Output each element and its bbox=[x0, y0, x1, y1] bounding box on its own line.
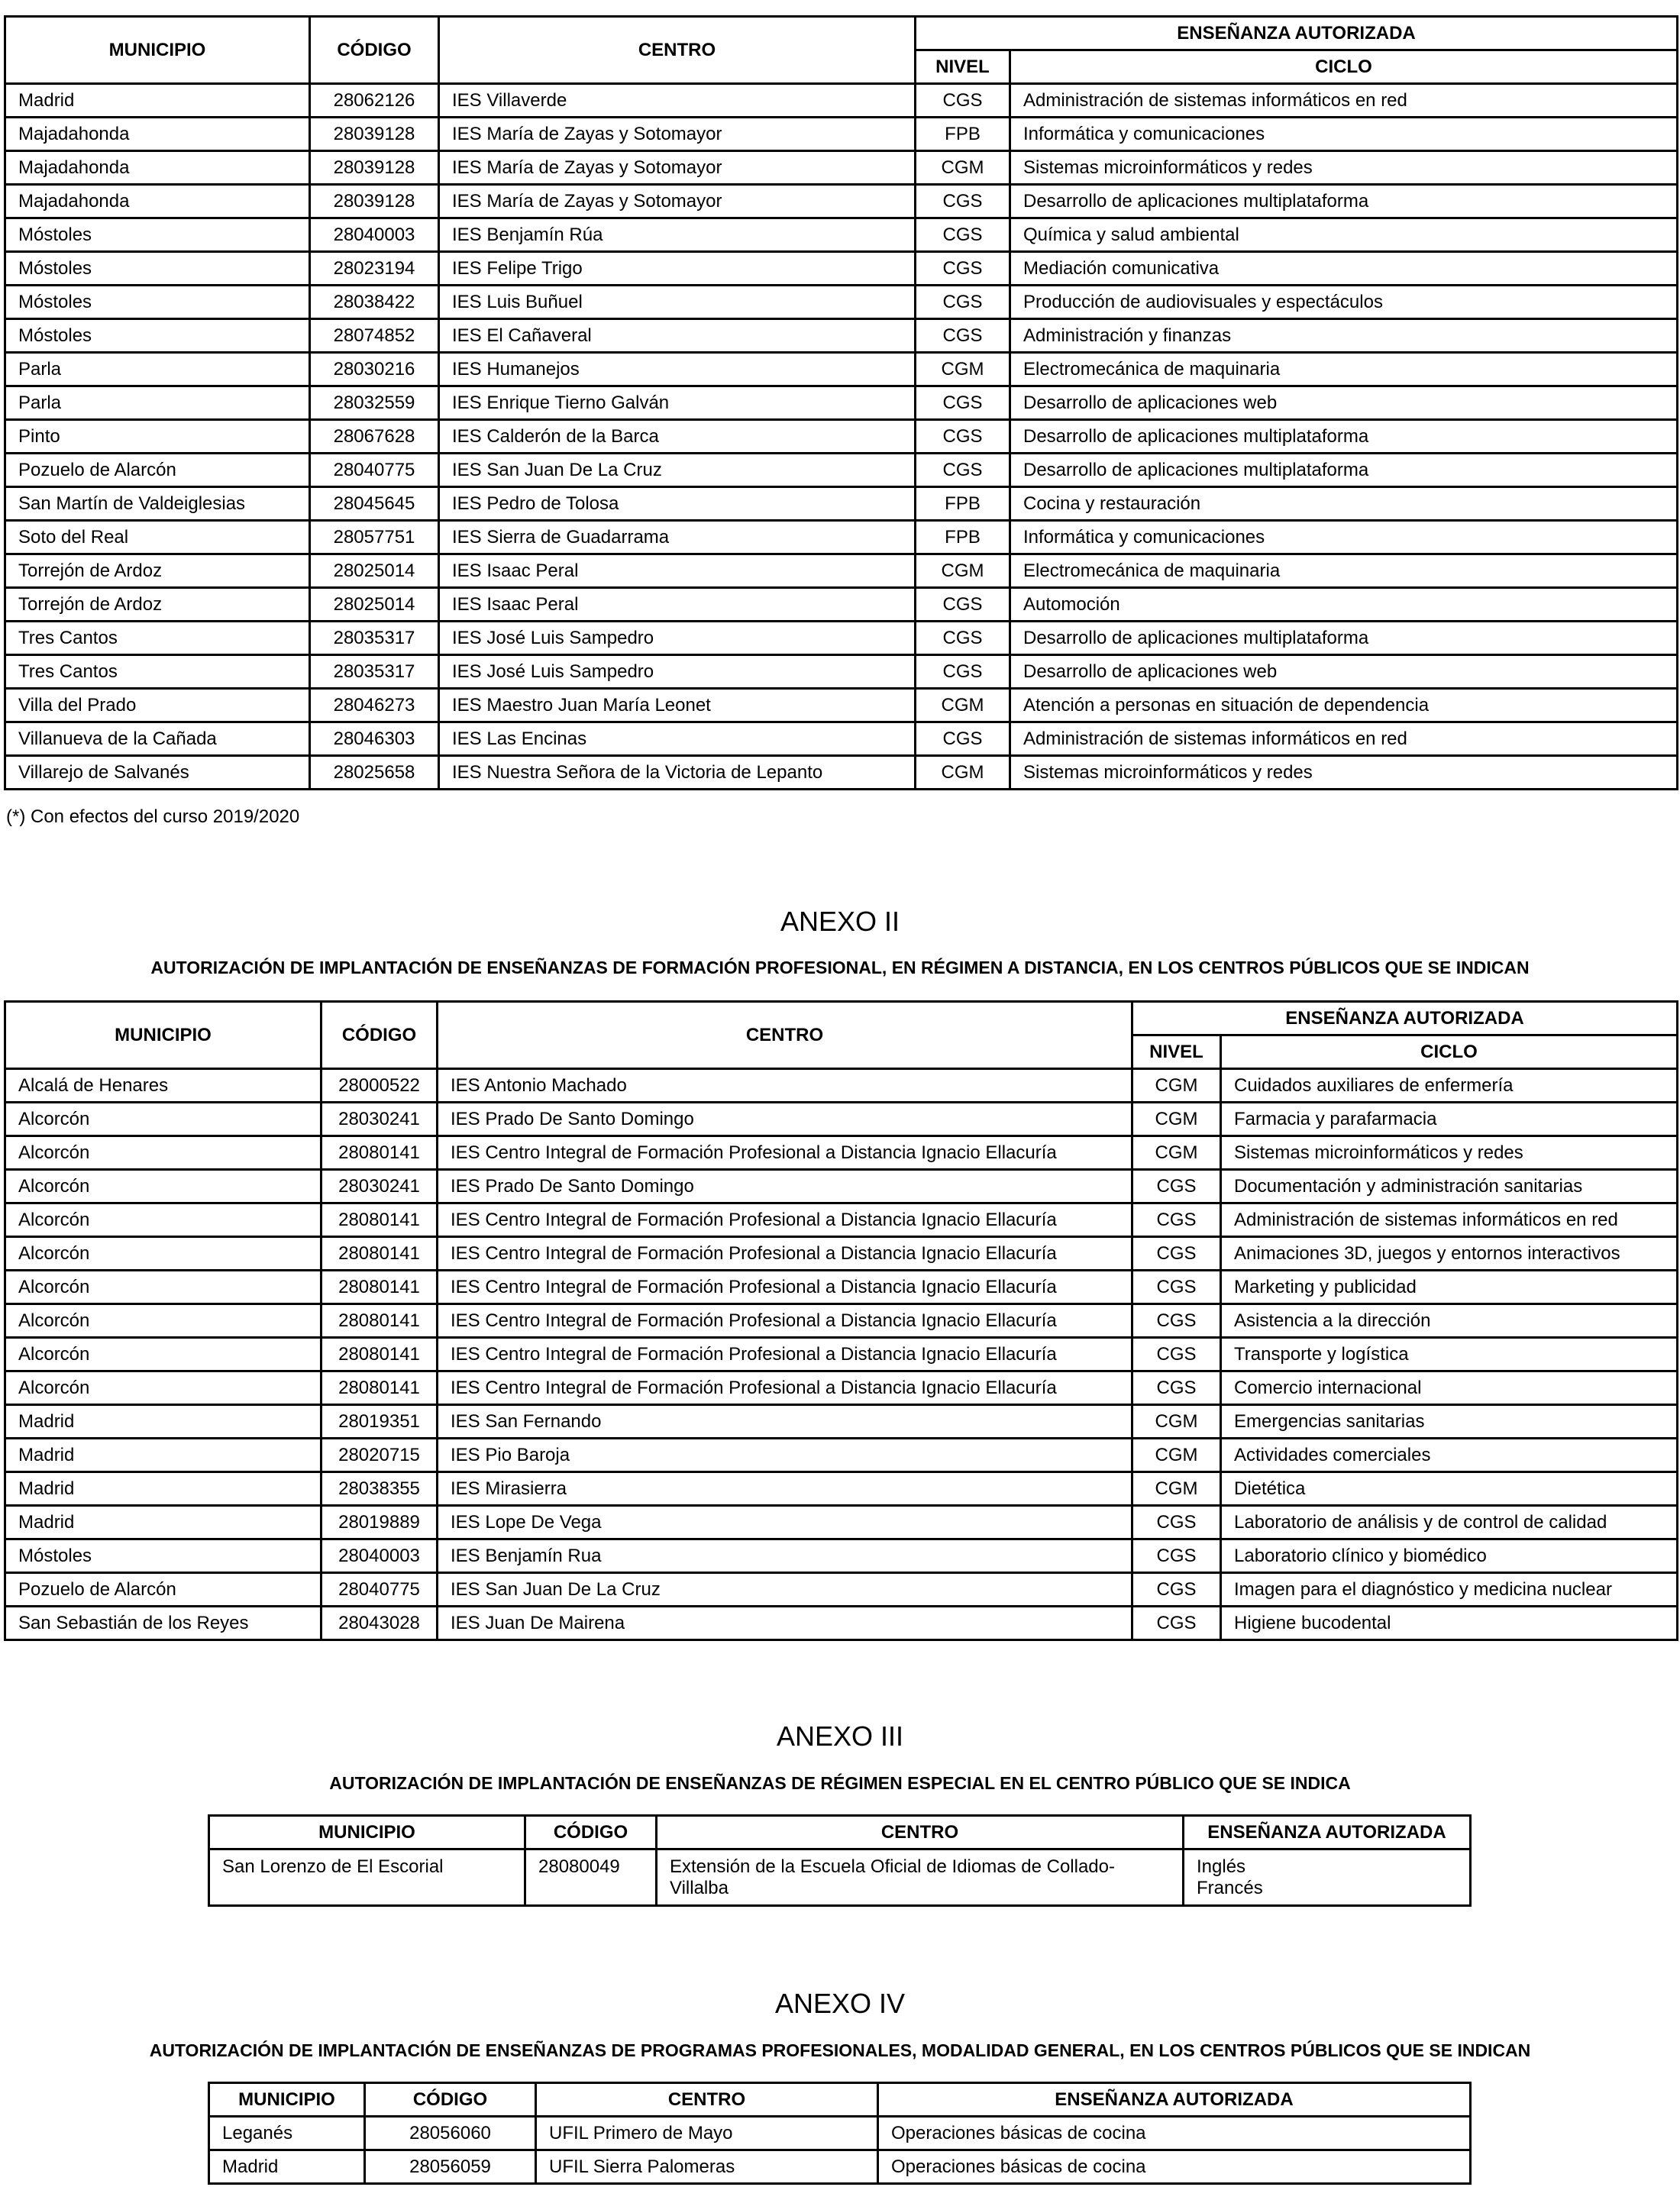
header-codigo: CÓDIGO bbox=[365, 2083, 536, 2117]
cell-nivel: CGS bbox=[916, 218, 1010, 252]
table-row bbox=[5, 588, 1678, 622]
cell-nivel: CGS bbox=[916, 386, 1010, 420]
header-codigo: CÓDIGO bbox=[310, 17, 439, 84]
cell-municipio: Alcorcón bbox=[5, 1271, 321, 1304]
cell-codigo: 28080141 bbox=[321, 1371, 438, 1405]
cell-codigo: 28080141 bbox=[321, 1203, 438, 1237]
cell-nivel: CGM bbox=[916, 554, 1010, 588]
table-row bbox=[5, 1472, 1678, 1506]
cell-centro: IES Benjamín Rua bbox=[438, 1539, 1132, 1573]
cell-nivel: CGS bbox=[916, 319, 1010, 353]
ensenanza-ingles: Inglés bbox=[1197, 1856, 1246, 1877]
cell-codigo: 28000522 bbox=[321, 1069, 438, 1103]
table-row bbox=[5, 1237, 1678, 1271]
cell-ciclo: Automoción bbox=[1010, 588, 1678, 622]
cell-municipio: Móstoles bbox=[5, 252, 310, 286]
cell-nivel: CGS bbox=[1132, 1338, 1221, 1371]
cell-municipio: Soto del Real bbox=[5, 521, 310, 554]
cell-municipio: Pozuelo de Alarcón bbox=[5, 1573, 321, 1607]
cell-centro: IES Benjamín Rúa bbox=[439, 218, 916, 252]
table-row bbox=[5, 286, 1678, 319]
cell-ciclo: Farmacia y parafarmacia bbox=[1221, 1103, 1678, 1136]
cell-centro: IES José Luis Sampedro bbox=[439, 622, 916, 655]
header-ensenanza-autorizada: ENSEÑANZA AUTORIZADA bbox=[1132, 1002, 1678, 1035]
anexo4-title: ANEXO IV bbox=[774, 1988, 906, 2019]
cell-nivel: CGS bbox=[916, 286, 1010, 319]
cell-municipio: Alcorcón bbox=[5, 1203, 321, 1237]
cell-centro: IES Humanejos bbox=[439, 353, 916, 386]
cell-codigo: 28040003 bbox=[310, 218, 439, 252]
cell-ciclo: Marketing y publicidad bbox=[1221, 1271, 1678, 1304]
header-ciclo: CICLO bbox=[1221, 1035, 1678, 1069]
cell-nivel: CGM bbox=[916, 151, 1010, 185]
cell-ciclo: Mediación comunicativa bbox=[1010, 252, 1678, 286]
table-row bbox=[5, 420, 1678, 454]
cell-ciclo: Electromecánica de maquinaria bbox=[1010, 554, 1678, 588]
anexo3-title: ANEXO III bbox=[776, 1720, 904, 1752]
cell-centro: IES Centro Integral de Formación Profesional a Distancia Ignacio Ellacuría bbox=[438, 1203, 1132, 1237]
cell-nivel: CGM bbox=[916, 353, 1010, 386]
cell-nivel: FPB bbox=[916, 118, 1010, 151]
cell-nivel: CGS bbox=[1132, 1607, 1221, 1640]
cell-municipio: Alcorcón bbox=[5, 1103, 321, 1136]
cell-nivel: CGS bbox=[916, 588, 1010, 622]
cell-codigo: 28067628 bbox=[310, 420, 439, 454]
cell-codigo: 28030216 bbox=[310, 353, 439, 386]
cell-nivel: CGS bbox=[1132, 1271, 1221, 1304]
table-row bbox=[5, 521, 1678, 554]
cell-codigo: 28020715 bbox=[321, 1439, 438, 1472]
cell-codigo: 28056059 bbox=[365, 2150, 536, 2184]
table-row bbox=[5, 151, 1678, 185]
cell-nivel: CGM bbox=[916, 689, 1010, 722]
cell-ciclo: Dietética bbox=[1221, 1472, 1678, 1506]
cell-municipio: Leganés bbox=[209, 2117, 365, 2150]
cell-codigo: 28023194 bbox=[310, 252, 439, 286]
cell-nivel: CGM bbox=[1132, 1405, 1221, 1439]
header-ciclo: CICLO bbox=[1010, 50, 1678, 84]
cell-centro: IES Felipe Trigo bbox=[439, 252, 916, 286]
cell-municipio: Villarejo de Salvanés bbox=[5, 756, 310, 790]
cell-ciclo: Atención a personas en situación de dependencia bbox=[1010, 689, 1678, 722]
table-anexo3 bbox=[208, 1814, 1472, 1907]
cell-nivel: CGS bbox=[1132, 1539, 1221, 1573]
cell-codigo: 28025014 bbox=[310, 554, 439, 588]
cell-centro: IES Sierra de Guadarrama bbox=[439, 521, 916, 554]
cell-municipio: Alcorcón bbox=[5, 1136, 321, 1170]
cell-municipio: Alcorcón bbox=[5, 1371, 321, 1405]
cell-nivel: CGS bbox=[1132, 1203, 1221, 1237]
table-row bbox=[5, 1506, 1678, 1539]
cell-municipio: Alcorcón bbox=[5, 1237, 321, 1271]
cell-ensenanza: Operaciones básicas de cocina bbox=[878, 2117, 1471, 2150]
cell-codigo: 28019889 bbox=[321, 1506, 438, 1539]
table-row bbox=[5, 1203, 1678, 1237]
header-centro: CENTRO bbox=[536, 2083, 878, 2117]
cell-codigo: 28038422 bbox=[310, 286, 439, 319]
cell-nivel: CGS bbox=[1132, 1371, 1221, 1405]
header-ensenanza-autorizada: ENSEÑANZA AUTORIZADA bbox=[878, 2083, 1471, 2117]
cell-ciclo: Informática y comunicaciones bbox=[1010, 521, 1678, 554]
table-row bbox=[5, 84, 1678, 118]
cell-nivel: CGS bbox=[916, 185, 1010, 218]
cell-codigo: 28030241 bbox=[321, 1103, 438, 1136]
cell-centro: IES Maestro Juan María Leonet bbox=[439, 689, 916, 722]
cell-municipio: Madrid bbox=[5, 1472, 321, 1506]
cell-codigo: 28062126 bbox=[310, 84, 439, 118]
cell-nivel: CGS bbox=[916, 722, 1010, 756]
table-row bbox=[5, 554, 1678, 588]
cell-codigo: 28039128 bbox=[310, 185, 439, 218]
cell-ciclo: Cocina y restauración bbox=[1010, 487, 1678, 521]
cell-ciclo: Desarrollo de aplicaciones multiplataforma bbox=[1010, 185, 1678, 218]
header-ensenanza-autorizada: ENSEÑANZA AUTORIZADA bbox=[1184, 1816, 1471, 1849]
cell-ciclo: Sistemas microinformáticos y redes bbox=[1221, 1136, 1678, 1170]
cell-centro: UFIL Sierra Palomeras bbox=[536, 2150, 878, 2184]
anexo4-subtitle: AUTORIZACIÓN DE IMPLANTACIÓN DE ENSEÑANZAS DE PROGRAMAS PROFESIONALES, MODALIDAD GENERAL, EN LOS CENTROS PÚBLICOS QUE SE INDICAN bbox=[149, 2040, 1531, 2060]
cell-ciclo: Informática y comunicaciones bbox=[1010, 118, 1678, 151]
cell-centro: Extensión de la Escuela Oficial de Idiomas de Collado-Villalba bbox=[657, 1849, 1184, 1906]
table-row bbox=[5, 218, 1678, 252]
cell-ciclo: Animaciones 3D, juegos y entornos interactivos bbox=[1221, 1237, 1678, 1271]
table-row bbox=[5, 722, 1678, 756]
table-row bbox=[5, 319, 1678, 353]
cell-nivel: FPB bbox=[916, 487, 1010, 521]
table-row bbox=[5, 1539, 1678, 1573]
table-row bbox=[5, 454, 1678, 487]
table-row bbox=[5, 1103, 1678, 1136]
cell-centro: IES Pio Baroja bbox=[438, 1439, 1132, 1472]
cell-centro: IES San Juan De La Cruz bbox=[438, 1573, 1132, 1607]
cell-centro: IES Enrique Tierno Galván bbox=[439, 386, 916, 420]
cell-codigo: 28038355 bbox=[321, 1472, 438, 1506]
cell-ciclo: Higiene bucodental bbox=[1221, 1607, 1678, 1640]
table-row bbox=[5, 622, 1678, 655]
table-row bbox=[5, 1304, 1678, 1338]
cell-codigo: 28025658 bbox=[310, 756, 439, 790]
cell-codigo: 28056060 bbox=[365, 2117, 536, 2150]
table-row bbox=[5, 118, 1678, 151]
cell-nivel: CGS bbox=[916, 655, 1010, 689]
table-row bbox=[5, 1439, 1678, 1472]
cell-ensenanza bbox=[1184, 1849, 1471, 1906]
cell-ciclo: Desarrollo de aplicaciones multiplataforma bbox=[1010, 420, 1678, 454]
header-centro: CENTRO bbox=[439, 17, 916, 84]
cell-codigo: 28080141 bbox=[321, 1304, 438, 1338]
cell-centro: UFIL Primero de Mayo bbox=[536, 2117, 878, 2150]
cell-ciclo: Química y salud ambiental bbox=[1010, 218, 1678, 252]
table-row bbox=[5, 185, 1678, 218]
cell-centro: IES Isaac Peral bbox=[439, 554, 916, 588]
cell-codigo: 28039128 bbox=[310, 151, 439, 185]
table-row bbox=[5, 487, 1678, 521]
cell-nivel: CGM bbox=[916, 756, 1010, 790]
cell-codigo: 28080141 bbox=[321, 1338, 438, 1371]
cell-municipio: Pozuelo de Alarcón bbox=[5, 454, 310, 487]
cell-municipio: Madrid bbox=[5, 1439, 321, 1472]
cell-municipio: Madrid bbox=[5, 1506, 321, 1539]
anexo3-subtitle: AUTORIZACIÓN DE IMPLANTACIÓN DE ENSEÑANZAS DE RÉGIMEN ESPECIAL EN EL CENTRO PÚBLICO QUE SE INDICA bbox=[329, 1773, 1351, 1793]
cell-ciclo: Desarrollo de aplicaciones web bbox=[1010, 386, 1678, 420]
cell-centro: IES Lope De Vega bbox=[438, 1506, 1132, 1539]
cell-ciclo: Desarrollo de aplicaciones web bbox=[1010, 655, 1678, 689]
cell-centro: IES Calderón de la Barca bbox=[439, 420, 916, 454]
table-anexo1-continuation bbox=[4, 15, 1678, 790]
cell-nivel: CGS bbox=[916, 454, 1010, 487]
cell-nivel: CGS bbox=[916, 84, 1010, 118]
cell-nivel: CGM bbox=[1132, 1439, 1221, 1472]
table-row bbox=[5, 1271, 1678, 1304]
table-anexo2 bbox=[4, 1000, 1678, 1641]
cell-codigo: 28057751 bbox=[310, 521, 439, 554]
header-centro: CENTRO bbox=[657, 1816, 1184, 1849]
header-centro: CENTRO bbox=[438, 1002, 1132, 1069]
header-municipio: MUNICIPIO bbox=[5, 1002, 321, 1069]
cell-centro: IES Centro Integral de Formación Profesional a Distancia Ignacio Ellacuría bbox=[438, 1271, 1132, 1304]
cell-ciclo: Producción de audiovisuales y espectáculos bbox=[1010, 286, 1678, 319]
cell-ciclo: Administración de sistemas informáticos en red bbox=[1010, 722, 1678, 756]
cell-ciclo: Transporte y logística bbox=[1221, 1338, 1678, 1371]
table-row bbox=[5, 1338, 1678, 1371]
cell-ciclo: Documentación y administración sanitarias bbox=[1221, 1170, 1678, 1203]
cell-codigo: 28080141 bbox=[321, 1271, 438, 1304]
cell-centro: IES San Fernando bbox=[438, 1405, 1132, 1439]
cell-codigo: 28032559 bbox=[310, 386, 439, 420]
cell-codigo: 28040775 bbox=[310, 454, 439, 487]
cell-codigo: 28040775 bbox=[321, 1573, 438, 1607]
cell-codigo: 28046303 bbox=[310, 722, 439, 756]
cell-municipio: Majadahonda bbox=[5, 151, 310, 185]
cell-municipio: San Martín de Valdeiglesias bbox=[5, 487, 310, 521]
cell-centro: IES María de Zayas y Sotomayor bbox=[439, 185, 916, 218]
table-row bbox=[5, 1136, 1678, 1170]
cell-municipio: Móstoles bbox=[5, 218, 310, 252]
anexo2-subtitle: AUTORIZACIÓN DE IMPLANTACIÓN DE ENSEÑANZAS DE FORMACIÓN PROFESIONAL, EN RÉGIMEN A DISTANCIA, EN LOS CENTROS PÚBLICOS QUE SE INDICAN bbox=[150, 958, 1530, 977]
cell-ciclo: Actividades comerciales bbox=[1221, 1439, 1678, 1472]
cell-nivel: CGM bbox=[1132, 1069, 1221, 1103]
table-row bbox=[5, 1607, 1678, 1640]
cell-municipio: Móstoles bbox=[5, 1539, 321, 1573]
table-row bbox=[5, 1573, 1678, 1607]
cell-codigo: 28025014 bbox=[310, 588, 439, 622]
cell-municipio: San Lorenzo de El Escorial bbox=[209, 1849, 525, 1906]
cell-municipio: San Sebastián de los Reyes bbox=[5, 1607, 321, 1640]
cell-municipio: Villa del Prado bbox=[5, 689, 310, 722]
cell-nivel: CGM bbox=[1132, 1472, 1221, 1506]
cell-ciclo: Sistemas microinformáticos y redes bbox=[1010, 756, 1678, 790]
header-municipio: MUNICIPIO bbox=[5, 17, 310, 84]
cell-centro: IES Centro Integral de Formación Profesional a Distancia Ignacio Ellacuría bbox=[438, 1136, 1132, 1170]
cell-nivel: CGS bbox=[916, 420, 1010, 454]
cell-ciclo: Cuidados auxiliares de enfermería bbox=[1221, 1069, 1678, 1103]
cell-ciclo: Administración y finanzas bbox=[1010, 319, 1678, 353]
cell-centro: IES Centro Integral de Formación Profesional a Distancia Ignacio Ellacuría bbox=[438, 1237, 1132, 1271]
cell-codigo: 28035317 bbox=[310, 622, 439, 655]
cell-centro: IES Antonio Machado bbox=[438, 1069, 1132, 1103]
cell-centro: IES El Cañaveral bbox=[439, 319, 916, 353]
header-codigo: CÓDIGO bbox=[525, 1816, 657, 1849]
cell-ciclo: Electromecánica de maquinaria bbox=[1010, 353, 1678, 386]
cell-ciclo: Asistencia a la dirección bbox=[1221, 1304, 1678, 1338]
cell-ciclo: Desarrollo de aplicaciones multiplataforma bbox=[1010, 454, 1678, 487]
footnote: (*) Con efectos del curso 2019/2020 bbox=[6, 806, 300, 827]
cell-municipio: Majadahonda bbox=[5, 185, 310, 218]
cell-nivel: CGM bbox=[1132, 1136, 1221, 1170]
cell-municipio: Tres Cantos bbox=[5, 655, 310, 689]
cell-ciclo: Comercio internacional bbox=[1221, 1371, 1678, 1405]
cell-municipio: Parla bbox=[5, 386, 310, 420]
cell-codigo: 28019351 bbox=[321, 1405, 438, 1439]
table-anexo4 bbox=[208, 2082, 1472, 2185]
header-ensenanza-autorizada: ENSEÑANZA AUTORIZADA bbox=[916, 17, 1678, 50]
cell-centro: IES José Luis Sampedro bbox=[439, 655, 916, 689]
table-row bbox=[5, 353, 1678, 386]
cell-codigo: 28043028 bbox=[321, 1607, 438, 1640]
table-row bbox=[5, 386, 1678, 420]
ensenanza-frances: Francés bbox=[1197, 1878, 1263, 1898]
cell-codigo: 28074852 bbox=[310, 319, 439, 353]
cell-codigo: 28046273 bbox=[310, 689, 439, 722]
table-row bbox=[5, 756, 1678, 790]
anexo2-title: ANEXO II bbox=[780, 906, 900, 937]
table-row bbox=[5, 1405, 1678, 1439]
cell-codigo: 28039128 bbox=[310, 118, 439, 151]
cell-municipio: Madrid bbox=[209, 2150, 365, 2184]
cell-ciclo: Sistemas microinformáticos y redes bbox=[1010, 151, 1678, 185]
cell-codigo: 28035317 bbox=[310, 655, 439, 689]
cell-ensenanza: Operaciones básicas de cocina bbox=[878, 2150, 1471, 2184]
cell-ciclo: Administración de sistemas informáticos en red bbox=[1010, 84, 1678, 118]
cell-nivel: CGM bbox=[1132, 1103, 1221, 1136]
cell-centro: IES Las Encinas bbox=[439, 722, 916, 756]
cell-centro: IES Mirasierra bbox=[438, 1472, 1132, 1506]
cell-ciclo: Imagen para el diagnóstico y medicina nuclear bbox=[1221, 1573, 1678, 1607]
table-row bbox=[5, 1069, 1678, 1103]
header-nivel: NIVEL bbox=[1132, 1035, 1221, 1069]
cell-ciclo: Laboratorio clínico y biomédico bbox=[1221, 1539, 1678, 1573]
cell-centro: IES Villaverde bbox=[439, 84, 916, 118]
cell-centro: IES Centro Integral de Formación Profesional a Distancia Ignacio Ellacuría bbox=[438, 1304, 1132, 1338]
cell-ciclo: Desarrollo de aplicaciones multiplataforma bbox=[1010, 622, 1678, 655]
table-row bbox=[5, 1371, 1678, 1405]
cell-municipio: Torrejón de Ardoz bbox=[5, 588, 310, 622]
cell-codigo: 28080141 bbox=[321, 1136, 438, 1170]
cell-centro: IES Prado De Santo Domingo bbox=[438, 1170, 1132, 1203]
table-row bbox=[209, 1849, 1471, 1906]
cell-codigo: 28030241 bbox=[321, 1170, 438, 1203]
cell-centro: IES Centro Integral de Formación Profesional a Distancia Ignacio Ellacuría bbox=[438, 1371, 1132, 1405]
cell-codigo: 28040003 bbox=[321, 1539, 438, 1573]
cell-centro: IES Luis Buñuel bbox=[439, 286, 916, 319]
cell-centro: IES San Juan De La Cruz bbox=[439, 454, 916, 487]
cell-nivel: CGS bbox=[916, 622, 1010, 655]
cell-centro: IES Centro Integral de Formación Profesional a Distancia Ignacio Ellacuría bbox=[438, 1338, 1132, 1371]
cell-municipio: Móstoles bbox=[5, 286, 310, 319]
cell-nivel: CGS bbox=[1132, 1573, 1221, 1607]
table-row bbox=[209, 2150, 1471, 2184]
cell-codigo: 28045645 bbox=[310, 487, 439, 521]
cell-centro: IES Prado De Santo Domingo bbox=[438, 1103, 1132, 1136]
cell-nivel: CGS bbox=[1132, 1506, 1221, 1539]
cell-nivel: CGS bbox=[1132, 1237, 1221, 1271]
cell-codigo: 28080049 bbox=[525, 1849, 657, 1906]
cell-municipio: Parla bbox=[5, 353, 310, 386]
cell-municipio: Alcorcón bbox=[5, 1170, 321, 1203]
cell-centro: IES Isaac Peral bbox=[439, 588, 916, 622]
table-row bbox=[5, 689, 1678, 722]
cell-centro: IES Pedro de Tolosa bbox=[439, 487, 916, 521]
cell-ciclo: Administración de sistemas informáticos en red bbox=[1221, 1203, 1678, 1237]
cell-nivel: CGS bbox=[1132, 1170, 1221, 1203]
cell-municipio: Madrid bbox=[5, 1405, 321, 1439]
cell-nivel: CGS bbox=[916, 252, 1010, 286]
cell-municipio: Alcalá de Henares bbox=[5, 1069, 321, 1103]
header-codigo: CÓDIGO bbox=[321, 1002, 438, 1069]
cell-nivel: CGS bbox=[1132, 1304, 1221, 1338]
header-nivel: NIVEL bbox=[916, 50, 1010, 84]
cell-centro: IES Juan De Mairena bbox=[438, 1607, 1132, 1640]
table-row bbox=[5, 655, 1678, 689]
cell-nivel: FPB bbox=[916, 521, 1010, 554]
cell-centro: IES Nuestra Señora de la Victoria de Lepanto bbox=[439, 756, 916, 790]
cell-ciclo: Emergencias sanitarias bbox=[1221, 1405, 1678, 1439]
cell-municipio: Madrid bbox=[5, 84, 310, 118]
header-municipio: MUNICIPIO bbox=[209, 1816, 525, 1849]
cell-municipio: Torrejón de Ardoz bbox=[5, 554, 310, 588]
cell-municipio: Alcorcón bbox=[5, 1304, 321, 1338]
cell-centro: IES María de Zayas y Sotomayor bbox=[439, 118, 916, 151]
cell-municipio: Alcorcón bbox=[5, 1338, 321, 1371]
table-row bbox=[5, 1170, 1678, 1203]
cell-municipio: Móstoles bbox=[5, 319, 310, 353]
table-row bbox=[209, 2117, 1471, 2150]
header-municipio: MUNICIPIO bbox=[209, 2083, 365, 2117]
cell-codigo: 28080141 bbox=[321, 1237, 438, 1271]
cell-centro: IES María de Zayas y Sotomayor bbox=[439, 151, 916, 185]
cell-municipio: Villanueva de la Cañada bbox=[5, 722, 310, 756]
cell-municipio: Pinto bbox=[5, 420, 310, 454]
cell-municipio: Tres Cantos bbox=[5, 622, 310, 655]
cell-ciclo: Laboratorio de análisis y de control de calidad bbox=[1221, 1506, 1678, 1539]
cell-municipio: Majadahonda bbox=[5, 118, 310, 151]
table-row bbox=[5, 252, 1678, 286]
